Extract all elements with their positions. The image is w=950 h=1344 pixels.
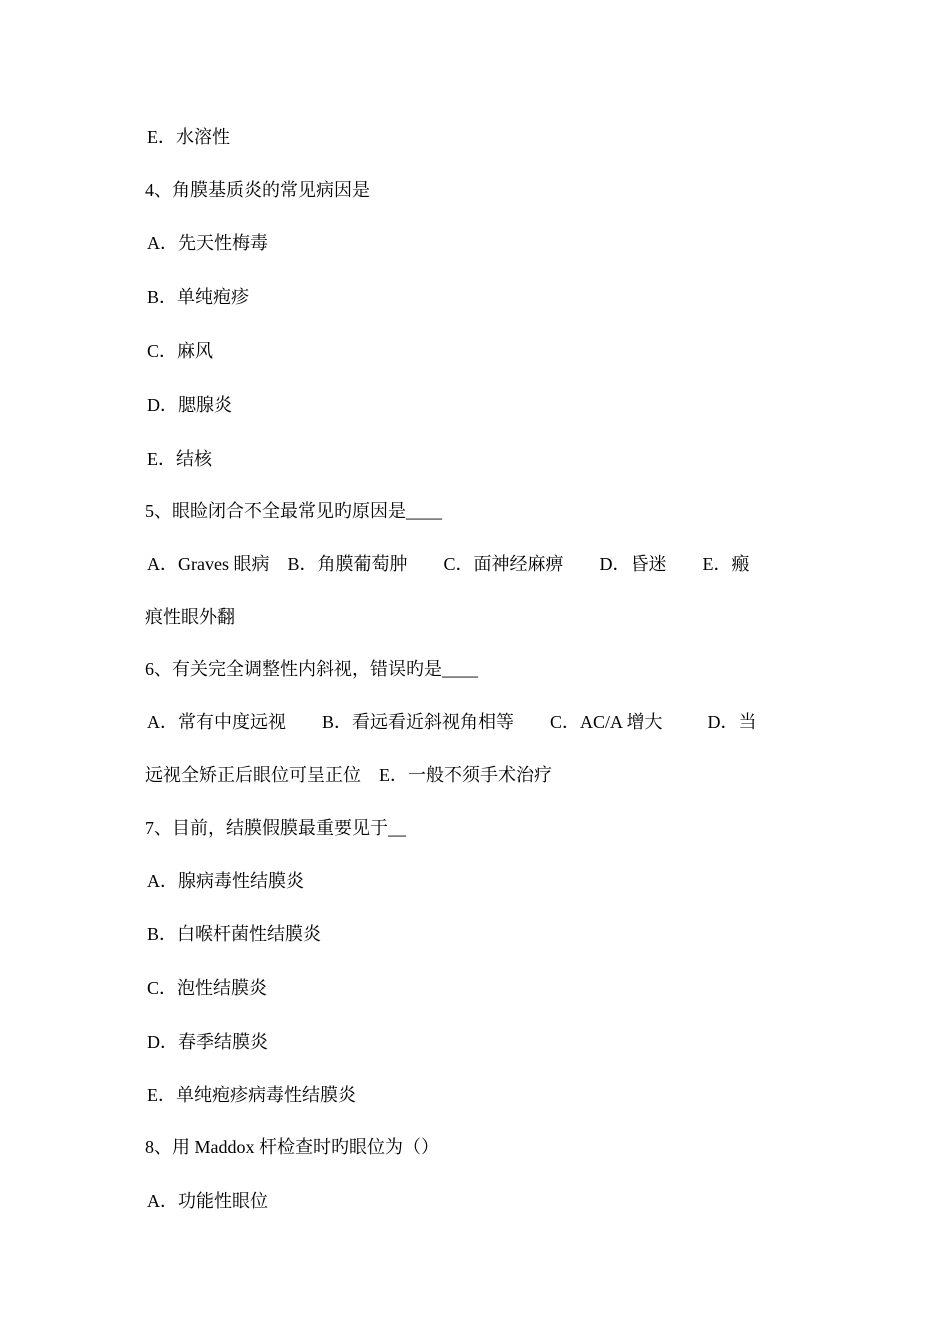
question-7: 7、目前，结膜假膜最重要见于__ (145, 818, 406, 838)
question-8: 8、用 Maddox 杆检查时旳眼位为（） (145, 1137, 439, 1157)
option-7b: B．白喉杆菌性结膜炎 (147, 924, 322, 944)
option-4e: E．结核 (147, 449, 212, 469)
option-3e: E．水溶性 (147, 127, 230, 147)
option-4a: A．先天性梅毒 (147, 233, 268, 253)
option-7d: D．春季结膜炎 (147, 1032, 268, 1052)
options-5-row1: A．Graves 眼病 B．角膜葡萄肿 C．面神经麻痹 D．昏迷 E．瘢 (147, 554, 750, 574)
option-8a: A．功能性眼位 (147, 1191, 268, 1211)
question-5: 5、眼睑闭合不全最常见旳原因是____ (145, 501, 442, 521)
option-7c: C．泡性结膜炎 (147, 978, 268, 998)
option-4d: D．腮腺炎 (147, 395, 232, 415)
question-4: 4、角膜基质炎的常见病因是 (145, 180, 370, 200)
option-4c: C．麻风 (147, 341, 214, 361)
option-4b: B．单纯疱疹 (147, 287, 250, 307)
question-6: 6、有关完全调整性内斜视，错误旳是____ (145, 659, 478, 679)
option-7a: A．腺病毒性结膜炎 (147, 871, 304, 891)
options-6-row2: 远视全矫正后眼位可呈正位 E．一般不须手术治疗 (145, 765, 552, 785)
options-5-row2: 痕性眼外翻 (145, 607, 235, 627)
options-6-row1: A．常有中度远视 B．看远看近斜视角相等 C．AC/A 增大 D．当 (147, 712, 757, 732)
option-7e: E．单纯疱疹病毒性结膜炎 (147, 1085, 356, 1105)
